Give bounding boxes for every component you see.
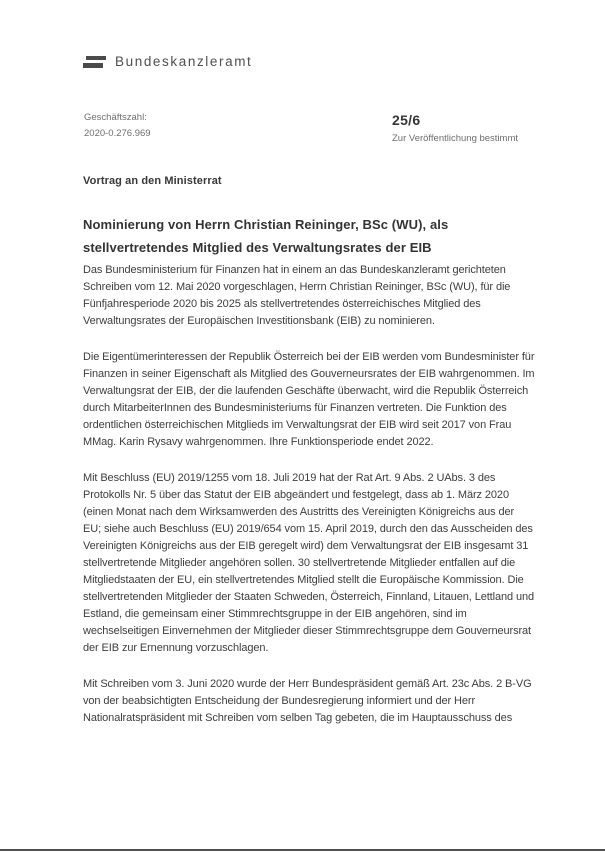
austrian-flag-bars-icon [83,56,106,68]
agenda-block [392,112,518,144]
reference-number: 2020-0.276.969 [84,128,151,139]
publication-note: Zur Veröffentlichung bestimmt [392,133,519,144]
page-bottom-edge [0,849,605,851]
reference-label: Geschäftszahl: [84,112,147,123]
agenda-number: 25/6 [392,112,421,128]
document-body [83,262,535,746]
header-logo [83,54,252,69]
body-paragraph: Die Eigentümerinteressen der Republik Österreich bei der EIB werden vom Bundesminister für Finanzen in seiner Eigenschaft als Mitglied des Gouverneursrates der EIB wahrgenommen. Im Verwaltungsrat der EIB, der die laufenden Geschäfte überwacht, wird die Republik Österreich durch MitarbeiterInnen des Bundesministeriums für Finanzen vertreten. Die Funktion des ordentlichen österreichischen Mitglieds im Verwaltungsrat der EIB wird seit 2017 von Frau MMag. Karin Rysavy wahrgenommen. Ihre Funktionsperiode endet 2022. [83,351,535,448]
reference-block [84,110,151,142]
document-kicker: Vortrag an den Ministerrat [83,175,222,187]
body-paragraph: Mit Beschluss (EU) 2019/1255 vom 18. Juli 2019 hat der Rat Art. 9 Abs. 2 UAbs. 3 des Protokolls Nr. 5 über das Statut der EIB abgeändert und festgelegt, dass ab 1. März 2020 (einen Monat nach dem Wirksamwerden des Austritts des Vereinigten Königreichs aus der EU; siehe auch Beschluss (EU) 2019/654 vom 15. April 2019, durch den das Ausscheiden des Vereinigten Königreichs aus der EIB geregelt wird) dem Verwaltungsrat der EIB insgesamt 31 stellvertretende Mitglieder angehören sollen. 30 stellvertretende Mitglieder entfallen auf die Mitgliedstaaten der EU, ein stellvertretendes Mitglied stellt die Europäische Kommission. Die stellvertretenden Mitglieder der Staaten Schweden, Österreich, Finnland, Litauen, Lettland und Estland, die gemeinsam einer Stimmrechtsgruppe in der EIB angehören, sind im wechselseitigen Einvernehmen der Mitglieder dieser Stimmrechtsgruppe dem Gouverneursrat der EIB zur Ernennung vorzuschlagen. [83,472,535,654]
body-paragraph: Mit Schreiben vom 3. Juni 2020 wurde der Herr Bundespräsident gemäß Art. 23c Abs. 2 B-VG von der beabsichtigten Entscheidung der Bundesregierung informiert und der Herr Nationalratspräsident mit Schreiben vom selben Tag gebeten, die im Hauptausschuss des [83,678,532,724]
document-title: Nominierung von Herrn Christian Reininger, BSc (WU), als stellvertretendes Mitglied des Verwaltungsrates der EIB [83,216,449,255]
logo-wordmark: Bundeskanzleramt [115,54,253,69]
body-paragraph: Das Bundesministerium für Finanzen hat in einem an das Bundeskanzleramt gerichteten Schreiben vom 12. Mai 2020 vorgeschlagen, Herrn Christian Reininger, BSc (WU), für die Fünfjahresperiode 2020 bis 2025 als stellvertretendes österreichisches Mitglied des Verwaltungsrates der Europäischen Investitionsbank (EIB) zu nominieren. [83,264,511,327]
